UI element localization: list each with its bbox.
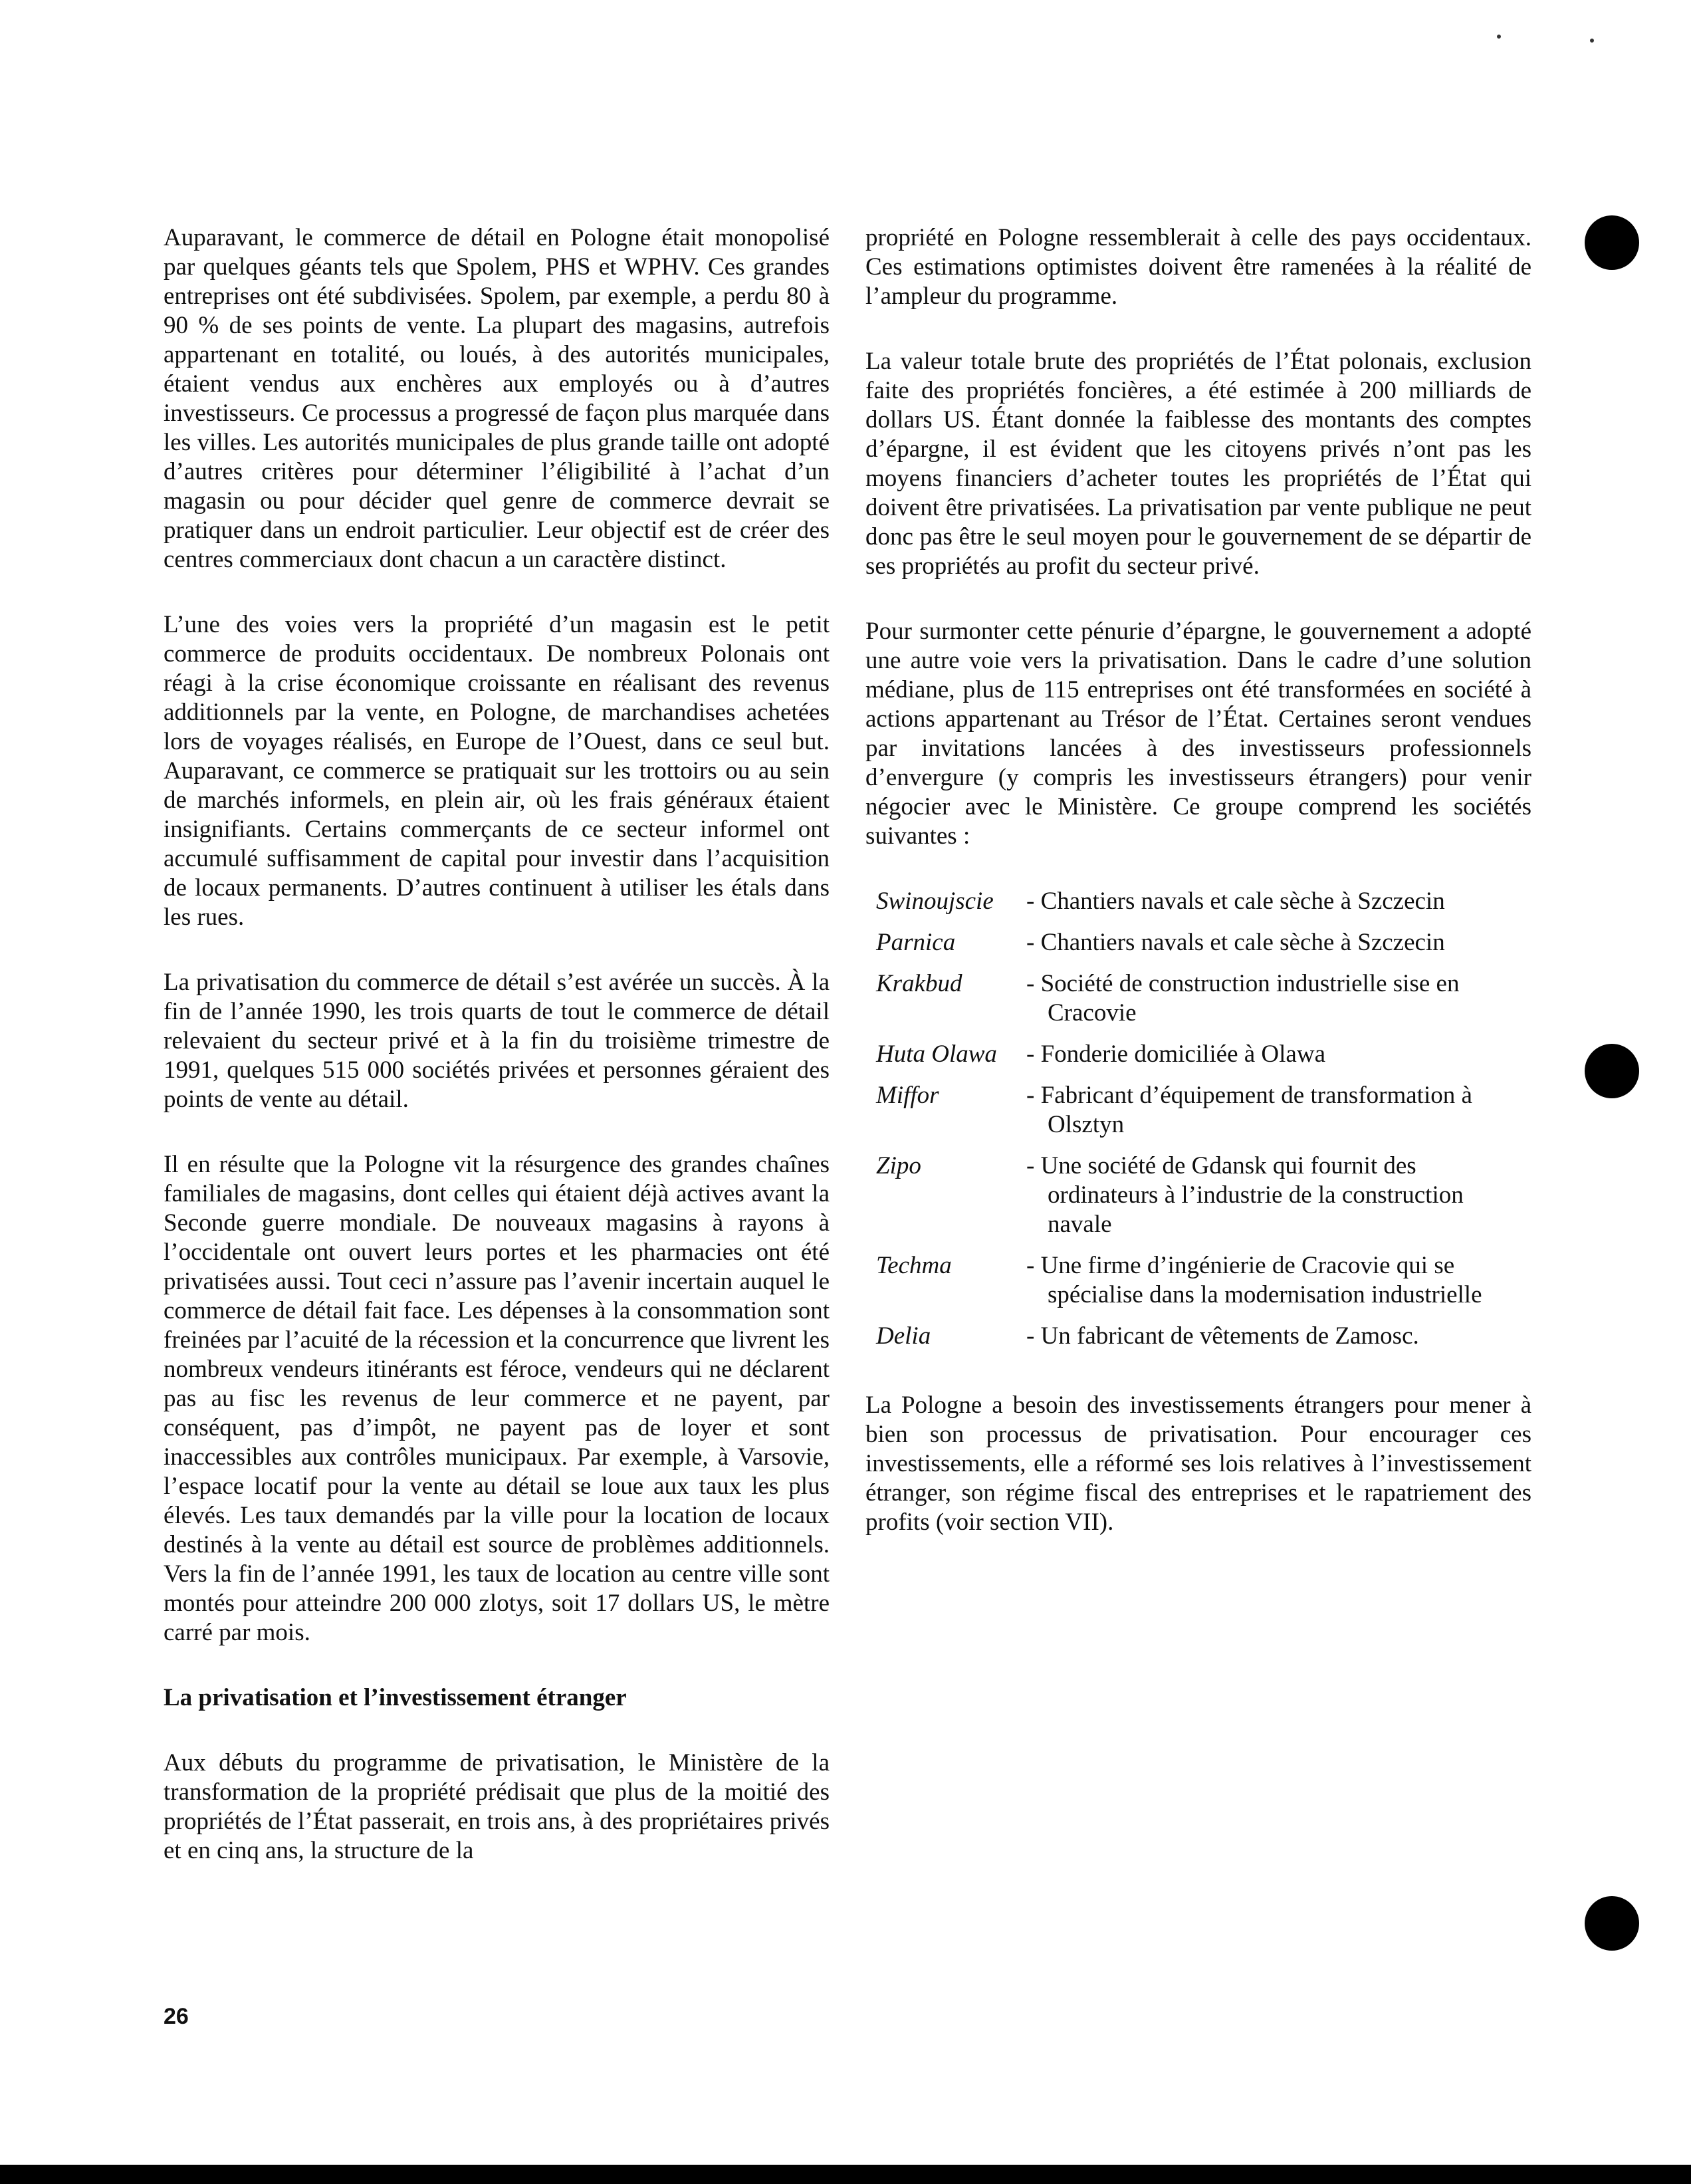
company-name: Techma (876, 1252, 952, 1279)
paragraph: Aux débuts du programme de privatisation, le Ministère de la transformation de la propriété prédisait que plus de la moitié des propriétés de l’État passerait, en trois ans, à des propriétaires privés et en cinq ans, la structure de la (164, 1749, 830, 1864)
company-description: - Une firme d’ingénierie de Cracovie qui se spécialise dans la modernisation industrielle (1026, 1252, 1482, 1308)
company-description: - Fonderie domiciliée à Olawa (1026, 1040, 1325, 1068)
section-heading: La privatisation et l’investissement étranger (164, 1684, 627, 1711)
company-description: - Un fabricant de vêtements de Zamosc. (1026, 1322, 1419, 1350)
paragraph: L’une des voies vers la propriété d’un magasin est le petit commerce de produits occidentaux. De nombreux Polonais ont réagi à la crise économique croissante en réalisant des revenus additionnels par la vente, en Pologne, de marchandises achetées lors de voyages réalisés, en Europe de l’Ouest, dans ce seul but. Auparavant, ce commerce se pratiquait sur les trottoirs ou au sein de marchés informels, en plein air, où les frais généraux étaient insignifiants. Certains commerçants de ce secteur informel ont accumulé suffisamment de capital pour investir dans l’acquisition de locaux permanents. D’autres continuent à utiliser les étals dans les rues. (164, 611, 830, 931)
bottom-rule (0, 2165, 1691, 2184)
company-name: Miffor (876, 1082, 939, 1109)
paragraph: propriété en Pologne ressemblerait à celle des pays occidentaux. Ces estimations optimistes doivent être ramenées à la réalité de l’ampleur du programme. (865, 224, 1531, 310)
paragraph: Auparavant, le commerce de détail en Pologne était monopolisé par quelques géants tels que Spolem, PHS et WPHV. Ces grandes entreprises ont été subdivisées. Spolem, par exemple, a perdu 80 à 90 % de ses points de vente. La plupart des magasins, autrefois appartenant en totalité, ou loués, à des autorités municipales, étaient vendus aux enchères aux employés ou à d’autres investisseurs. Ce processus a progressé de façon plus marquée dans les villes. Les autorités municipales de plus grande taille ont adopté d’autres critères pour déterminer l’éligibilité à l’achat d’un magasin ou pour décider quel genre de commerce devrait se pratiquer dans un endroit particulier. Leur objectif est de créer des centres commerciaux dont chacun a un caractère distinct. (164, 224, 830, 573)
company-item (876, 1251, 1531, 1310)
margin-bullet-icon (1585, 1896, 1639, 1951)
left-column (164, 223, 830, 1901)
page-number: 26 (164, 2004, 189, 2029)
company-description: - Une société de Gdansk qui fournit des ordinateurs à l’industrie de la construction navale (1026, 1152, 1464, 1238)
company-name: Parnica (876, 929, 956, 956)
paragraph: Pour surmonter cette pénurie d’épargne, le gouvernement a adopté une autre voie vers la privatisation. Dans le cadre d’une solution médiane, plus de 115 entreprises ont été transformées en société à actions appartenant au Trésor de l’État. Certaines seront vendues par invitations lancées à des investisseurs professionnels d’envergure (y compris les investisseurs étrangers) pour venir négocier avec le Ministère. Ce groupe comprend les sociétés suivantes : (865, 618, 1531, 850)
right-column (865, 223, 1531, 1573)
company-name: Swinoujscie (876, 888, 994, 915)
scan-speck (1590, 39, 1594, 43)
margin-bullet-icon (1585, 1044, 1639, 1098)
paragraph: Il en résulte que la Pologne vit la résurgence des grandes chaînes familiales de magasins, dont celles qui étaient déjà actives avant la Seconde guerre mondiale. De nouveaux magasins à rayons à l’occidentale ont ouvert leurs portes et les pharmacies ont été privatisées aussi. Tout ceci n’assure pas l’avenir incertain auquel le commerce de détail fait face. Les dépenses à la consommation sont freinées par l’acuité de la récession et la concurrence que livrent les nombreux vendeurs itinérants est féroce, vendeurs qui ne déclarent pas au fisc les revenus de leur commerce et ne payent, par conséquent, pas d’impôt, ne payent pas de loyer et sont inaccessibles aux contrôles municipaux. Par exemple, à Varsovie, l’espace locatif pour la vente au détail se loue aux taux les plus élevés. Les taux demandés par la ville pour la location de locaux destinés à la vente au détail est source de problèmes additionnels. Vers la fin de l’année 1991, les taux de location au centre ville sont montés pour atteindre 200 000 zlotys, soit 17 dollars US, le mètre carré par mois. (164, 1151, 830, 1646)
company-item (876, 969, 1531, 1028)
margin-bullet-icon (1585, 215, 1639, 270)
paragraph: La privatisation du commerce de détail s’est avérée un succès. À la fin de l’année 1990, les trois quarts de tout le commerce de détail relevaient du secteur privé et à la fin du troisième trimestre de 1991, quelques 515 000 sociétés privées et personnes géraient des points de vente au détail. (164, 969, 830, 1113)
company-item (876, 1040, 1531, 1069)
company-item (876, 1322, 1531, 1351)
company-description: - Société de construction industrielle sise en Cracovie (1026, 970, 1460, 1027)
company-name: Delia (876, 1322, 931, 1350)
company-list (876, 887, 1531, 1351)
company-name: Krakbud (876, 970, 962, 997)
company-description: - Chantiers navals et cale sèche à Szczecin (1026, 888, 1445, 915)
company-description: - Chantiers navals et cale sèche à Szczecin (1026, 929, 1445, 956)
paragraph: La valeur totale brute des propriétés de l’État polonais, exclusion faite des propriétés foncières, a été estimée à 200 milliards de dollars US. Étant donnée la faiblesse des montants des comptes d’épargne, il est évident que les citoyens privés n’ont pas les moyens financiers d’acheter toutes les propriétés de l’État qui doivent être privatisées. La privatisation par vente publique ne peut donc pas être le seul moyen pour le gouvernement de se départir de ses propriétés au profit du secteur privé. (865, 348, 1531, 580)
company-item (876, 928, 1531, 957)
company-name: Zipo (876, 1152, 921, 1179)
company-description: - Fabricant d’équipement de transformation à Olsztyn (1026, 1082, 1472, 1138)
paragraph: La Pologne a besoin des investissements étrangers pour mener à bien son processus de privatisation. Pour encourager ces investissements, elle a réformé ses lois relatives à l’investissement étranger, son régime fiscal des entreprises et le rapatriement des profits (voir section VII). (865, 1392, 1531, 1536)
company-item (876, 1081, 1531, 1140)
company-name: Huta Olawa (876, 1040, 997, 1068)
company-item (876, 887, 1531, 916)
company-item (876, 1152, 1531, 1239)
scan-speck (1497, 35, 1501, 39)
